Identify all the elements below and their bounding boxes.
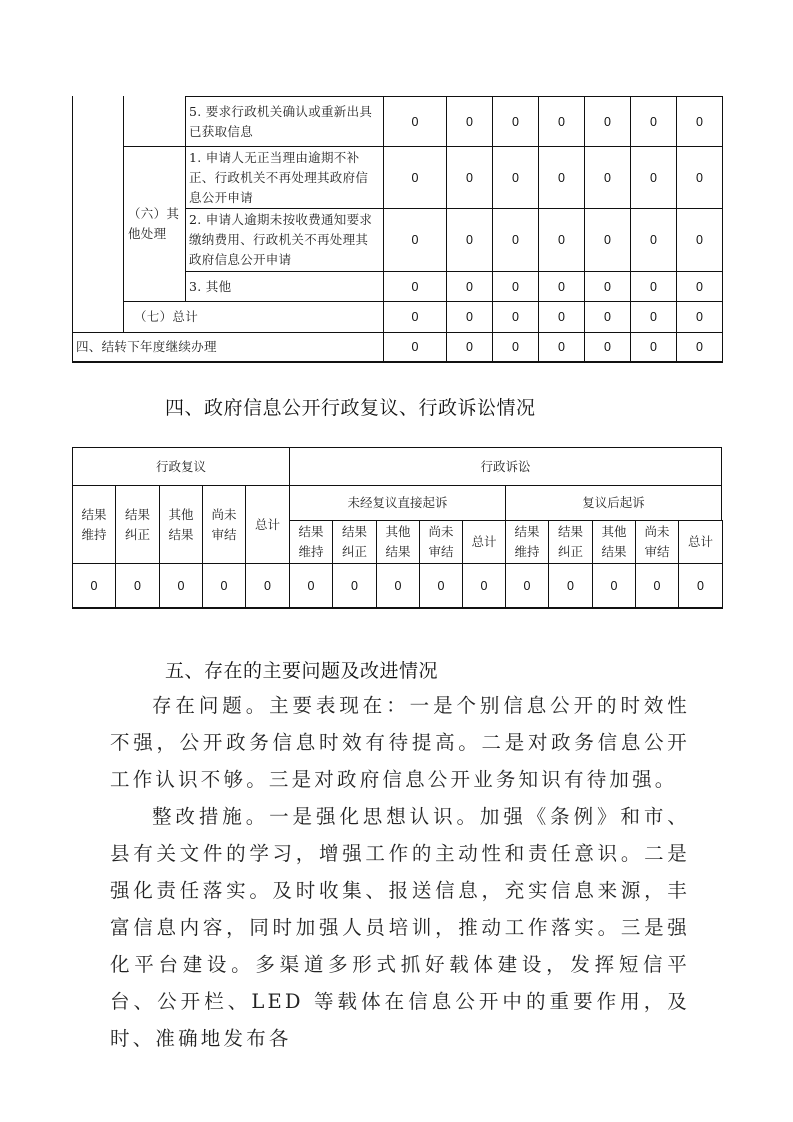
value-cell: 0	[446, 271, 493, 302]
value-cell: 0	[592, 563, 636, 609]
value-cell: 0	[376, 563, 420, 609]
value-cell: 0	[678, 563, 723, 609]
sub-header-cell: 结果维持	[289, 520, 333, 564]
value-cell: 0	[72, 563, 116, 609]
value-cell: 0	[383, 271, 447, 302]
value-cell: 0	[446, 301, 493, 333]
sub-header-cell: 结果纠正	[115, 485, 160, 564]
value-cell: 0	[538, 96, 585, 147]
row-label: 5. 要求行政机关确认或重新出具已获取信息	[185, 96, 384, 147]
sub-header-cell: 尚未审结	[202, 485, 246, 564]
value-cell: 0	[446, 332, 493, 363]
value-cell: 0	[584, 301, 631, 333]
measures-paragraph: 整改措施。一是强化思想认识。加强《条例》和市、县有关文件的学习，增强工作的主动性和责任意识。二是强化责任落实。及时收集、报送信息，充实信息来源，丰富信息内容，同时加强人员培训，推动工作落实。三是强化平台建设。多渠道多形式抓好载体建设，发挥短信平台、公开栏、LED 等载体在信息公开中的重要作用，及时、准确地发布各	[110, 805, 690, 1050]
sub-header-cell: 结果纠正	[548, 520, 593, 564]
value-cell: 0	[492, 208, 539, 272]
value-cell: 0	[492, 146, 539, 209]
group-cell-continued	[123, 96, 186, 147]
row-label: 2. 申请人逾期未按收费通知要求缴纳费用、行政机关不再处理其政府信息公开申请	[185, 208, 384, 272]
value-cell: 0	[676, 208, 723, 272]
admin-litigation-header: 行政诉讼	[289, 447, 722, 486]
sub-header-cell: 尚未审结	[419, 520, 463, 564]
value-cell: 0	[584, 271, 631, 302]
value-cell: 0	[492, 301, 539, 333]
sub-header-cell: 其他结果	[376, 520, 420, 564]
value-cell: 0	[492, 96, 539, 147]
sub-header-cell: 其他结果	[592, 520, 636, 564]
sub-header-cell: 尚未审结	[635, 520, 679, 564]
after-review-suit-header: 复议后起诉	[505, 485, 722, 521]
value-cell: 0	[548, 563, 593, 609]
carry-over-row-label: 四、结转下年度继续办理	[72, 332, 384, 363]
value-cell: 0	[383, 96, 447, 147]
sub-header-cell: 总计	[245, 485, 290, 564]
value-cell: 0	[676, 96, 723, 147]
value-cell: 0	[383, 332, 447, 363]
value-cell: 0	[584, 208, 631, 272]
value-cell: 0	[538, 332, 585, 363]
value-cell: 0	[383, 301, 447, 333]
value-cell: 0	[538, 146, 585, 209]
total-row-label: （七）总计	[123, 301, 384, 333]
admin-review-header: 行政复议	[72, 447, 290, 486]
value-cell: 0	[538, 271, 585, 302]
value-cell: 0	[245, 563, 290, 609]
sub-header-cell: 结果纠正	[332, 520, 377, 564]
sub-header-cell: 结果维持	[72, 485, 116, 564]
section4-title: 四、政府信息公开行政复议、行政诉讼情况	[165, 397, 536, 419]
value-cell: 0	[635, 563, 679, 609]
value-cell: 0	[630, 271, 677, 302]
row-label: 1. 申请人无正当理由逾期不补正、行政机关不再处理其政府信息公开申请	[185, 146, 384, 209]
value-cell: 0	[115, 563, 160, 609]
value-cell: 0	[289, 563, 333, 609]
direct-suit-header: 未经复议直接起诉	[289, 485, 506, 521]
value-cell: 0	[538, 301, 585, 333]
section5-title: 五、存在的主要问题及改进情况	[165, 660, 439, 682]
value-cell: 0	[419, 563, 463, 609]
value-cell: 0	[676, 271, 723, 302]
value-cell: 0	[584, 96, 631, 147]
value-cell: 0	[492, 271, 539, 302]
value-cell: 0	[202, 563, 246, 609]
sub-header-cell: 结果维持	[505, 520, 549, 564]
value-cell: 0	[383, 146, 447, 209]
value-cell: 0	[584, 332, 631, 363]
value-cell: 0	[332, 563, 377, 609]
outer-category-cell	[72, 96, 124, 333]
value-cell: 0	[676, 146, 723, 209]
value-cell: 0	[676, 332, 723, 363]
value-cell: 0	[538, 208, 585, 272]
value-cell: 0	[446, 96, 493, 147]
value-cell: 0	[630, 332, 677, 363]
sub-header-cell: 总计	[678, 520, 723, 564]
problems-paragraph: 存在问题。主要表现在：一是个别信息公开的时效性不强，公开政务信息时效有待提高。二是对政务信息公开工作认识不够。三是对政府信息公开业务知识有待加强。	[110, 694, 690, 791]
value-cell: 0	[630, 146, 677, 209]
value-cell: 0	[446, 146, 493, 209]
group-other-handling: （六）其 他处理	[123, 146, 186, 302]
value-cell: 0	[630, 96, 677, 147]
value-cell: 0	[492, 332, 539, 363]
value-cell: 0	[383, 208, 447, 272]
value-cell: 0	[676, 301, 723, 333]
value-cell: 0	[159, 563, 203, 609]
row-label: 3. 其他	[185, 271, 384, 302]
sub-header-cell: 总计	[462, 520, 506, 564]
value-cell: 0	[584, 146, 631, 209]
value-cell: 0	[630, 301, 677, 333]
value-cell: 0	[462, 563, 506, 609]
value-cell: 0	[505, 563, 549, 609]
value-cell: 0	[446, 208, 493, 272]
sub-header-cell: 其他结果	[159, 485, 203, 564]
value-cell: 0	[630, 208, 677, 272]
